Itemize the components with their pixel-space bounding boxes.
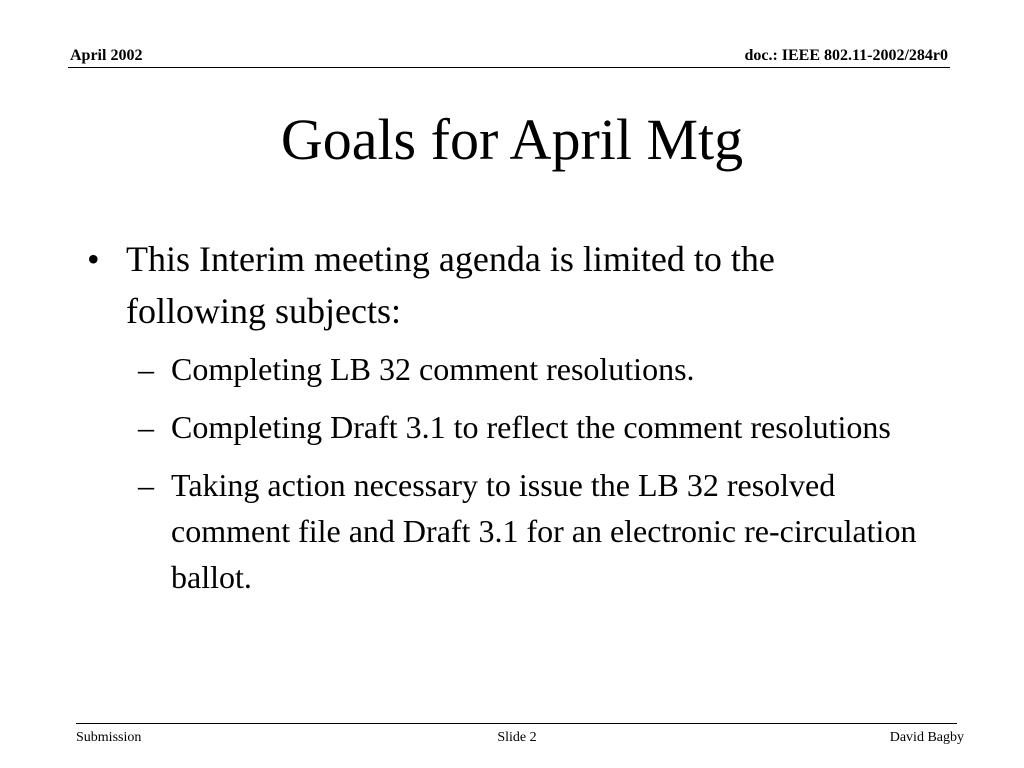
footer-author: David Bagby xyxy=(889,730,964,745)
footer-divider xyxy=(76,723,957,724)
sub-bullet-text: Completing LB 32 comment resolutions. xyxy=(171,351,695,387)
sub-bullet-text: Completing Draft 3.1 to reflect the comment resolutions xyxy=(171,409,891,445)
sub-bullet-list xyxy=(87,346,917,600)
bullet-marker: • xyxy=(87,239,100,279)
dash-marker: – xyxy=(138,351,154,387)
dash-marker: – xyxy=(138,409,154,445)
footer-slide-number: Slide 2 xyxy=(497,730,537,745)
dash-marker: – xyxy=(138,467,154,503)
bullet-item xyxy=(87,233,917,337)
header-divider xyxy=(68,67,950,68)
sub-bullet-item xyxy=(87,462,917,600)
sub-bullet-item xyxy=(87,346,917,392)
bullet-text: This Interim meeting agenda is limited to the following subjects: xyxy=(126,239,775,331)
slide-title: Goals for April Mtg xyxy=(280,107,744,172)
header-doc-id: doc.: IEEE 802.11-2002/284r0 xyxy=(744,47,948,64)
sub-bullet-item xyxy=(87,404,917,450)
sub-bullet-text: Taking action necessary to issue the LB 32 resolved comment file and Draft 3.1 for an electronic re-circulation ballot. xyxy=(171,467,917,595)
footer-submission: Submission xyxy=(76,730,142,745)
header-date: April 2002 xyxy=(70,47,143,64)
slide-body xyxy=(87,233,917,612)
